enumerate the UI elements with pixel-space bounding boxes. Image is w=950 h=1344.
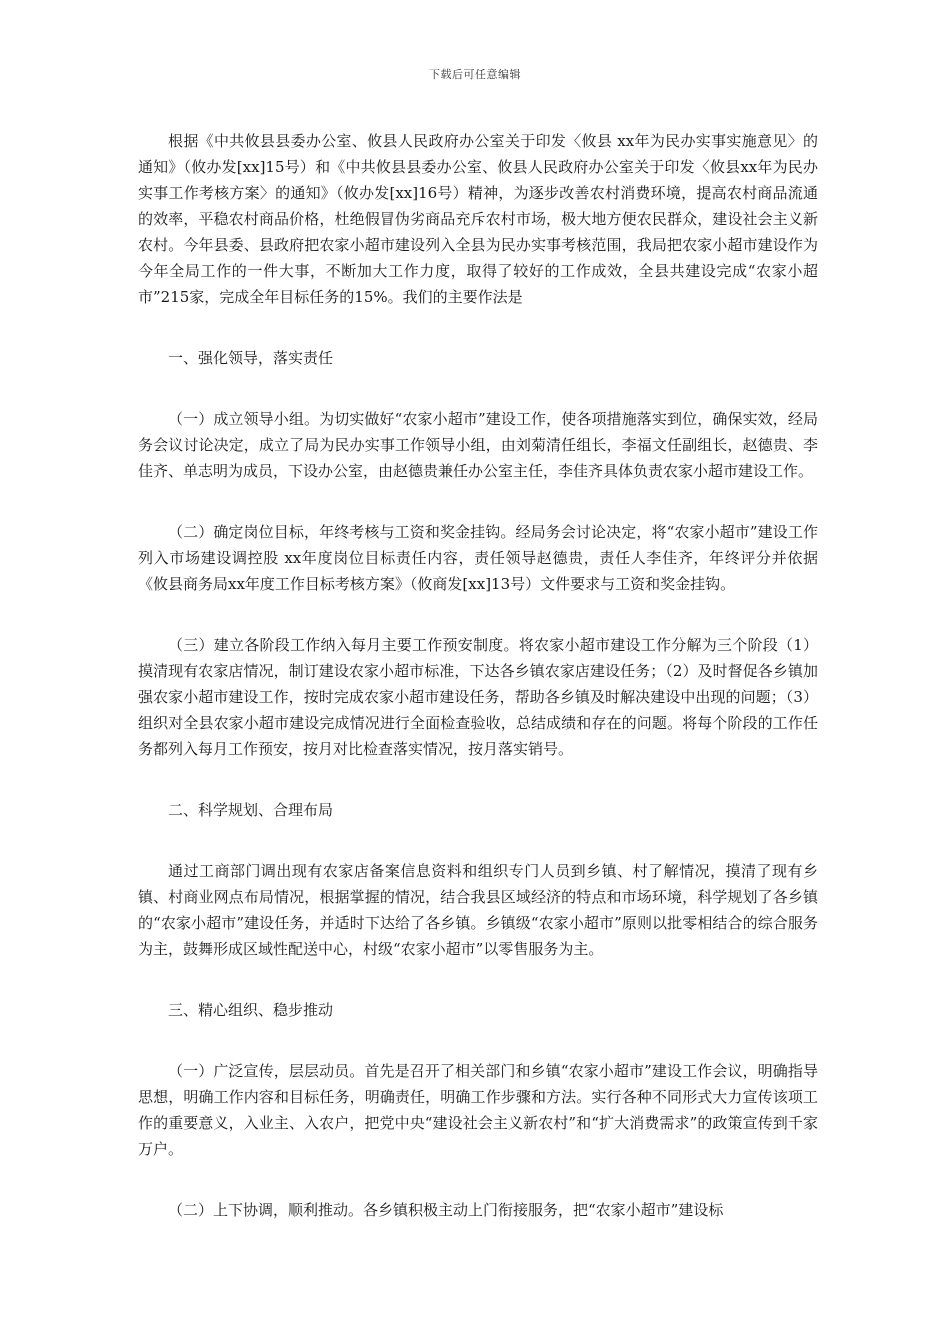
section-heading-2: 二、科学规划、合理布局 — [168, 801, 334, 819]
paragraph-intro: 根据《中共攸县县委办公室、攸县人民政府办公室关于印发〈攸县 xx年为民办实事实施意见〉的通知》（攸办发[xx]15号）和《中共攸县县委办公室、攸县人民政府办公室关于印发〈攸县xx年为民办实事工作考核方案〉的通知》（攸办发[xx]16号）精神，为逐步改善农村消费环境，提高农村商品流通的效率，平稳农村商品价格，杜绝假冒伪劣商品充斥农村市场，极大地方便农民群众，建设社会主义新农村。今年县委、县政府把农家小超市建设列入全县为民办实事考核范围，我局把农家小超市建设作为今年全局工作的一件大事，不断加大工作力度，取得了较好的工作成效，全县共建设完成“农家小超市”215家，完成全年目标任务的15%。我们的主要作法是 — [138, 132, 818, 306]
page-header: 下载后可任意编辑 — [429, 68, 521, 81]
section-heading-3: 三、精心组织、稳步推动 — [168, 1001, 334, 1019]
paragraph-1-2: （二）确定岗位目标，年终考核与工资和奖金挂钩。经局务会讨论决定，将“农家小超市”建设工作列入市场建设调控股 xx年度岗位目标责任内容，责任领导赵德贵，责任人李佳齐，年终评分并依据《攸县商务局xx年度工作目标考核方案》（攸商发[xx]13号）文件要求与工资和奖金挂钩。 — [138, 523, 818, 593]
paragraph-2: 通过工商部门调出现有农家店备案信息资料和组织专门人员到乡镇、村了解情况，摸清了现有乡镇、村商业网点布局情况，根据掌握的情况，结合我县区域经济的特点和市场环境，科学规划了各乡镇的“农家小超市”建设任务，并适时下达给了各乡镇。乡镇级“农家小超市”原则以批零相结合的综合服务为主，鼓舞形成区域性配送中心，村级“农家小超市”以零售服务为主。 — [138, 862, 818, 958]
section-heading-1: 一、强化领导，落实责任 — [168, 349, 334, 367]
paragraph-1-3: （三）建立各阶段工作纳入每月主要工作预安制度。将农家小超市建设工作分解为三个阶段（1）摸清现有农家店情况，制订建设农家小超市标准，下达各乡镇农家店建设任务；（2）及时督促各乡镇加强农家小超市建设工作，按时完成农家小超市建设任务，帮助各乡镇及时解决建设中出现的问题；（3）组织对全县农家小超市建设完成情况进行全面检查验收，总结成绩和存在的问题。将每个阶段的工作任务都列入每月工作预安，按月对比检查落实情况，按月落实销号。 — [138, 636, 818, 758]
paragraph-3-2: （二）上下协调，顺利推动。各乡镇积极主动上门衔接服务，把“农家小超市”建设标 — [168, 1201, 724, 1219]
document-body — [138, 128, 818, 1223]
paragraph-1-1: （一）成立领导小组。为切实做好“农家小超市”建设工作，使各项措施落实到位，确保实效，经局务会议讨论决定，成立了局为民办实事工作领导小组，由刘菊清任组长，李福文任副组长，赵德贵、李佳齐、单志明为成员，下设办公室，由赵德贵兼任办公室主任，李佳齐具体负责农家小超市建设工作。 — [138, 410, 818, 480]
paragraph-3-1: （一）广泛宣传，层层动员。首先是召开了相关部门和乡镇“农家小超市”建设工作会议，明确指导思想，明确工作内容和目标任务，明确责任，明确工作步骤和方法。实行各种不同形式大力宣传该项工作的重要意义，入业主、入农户，把党中央“建设社会主义新农村”和“扩大消费需求”的政策宣传到千家万户。 — [138, 1062, 818, 1158]
